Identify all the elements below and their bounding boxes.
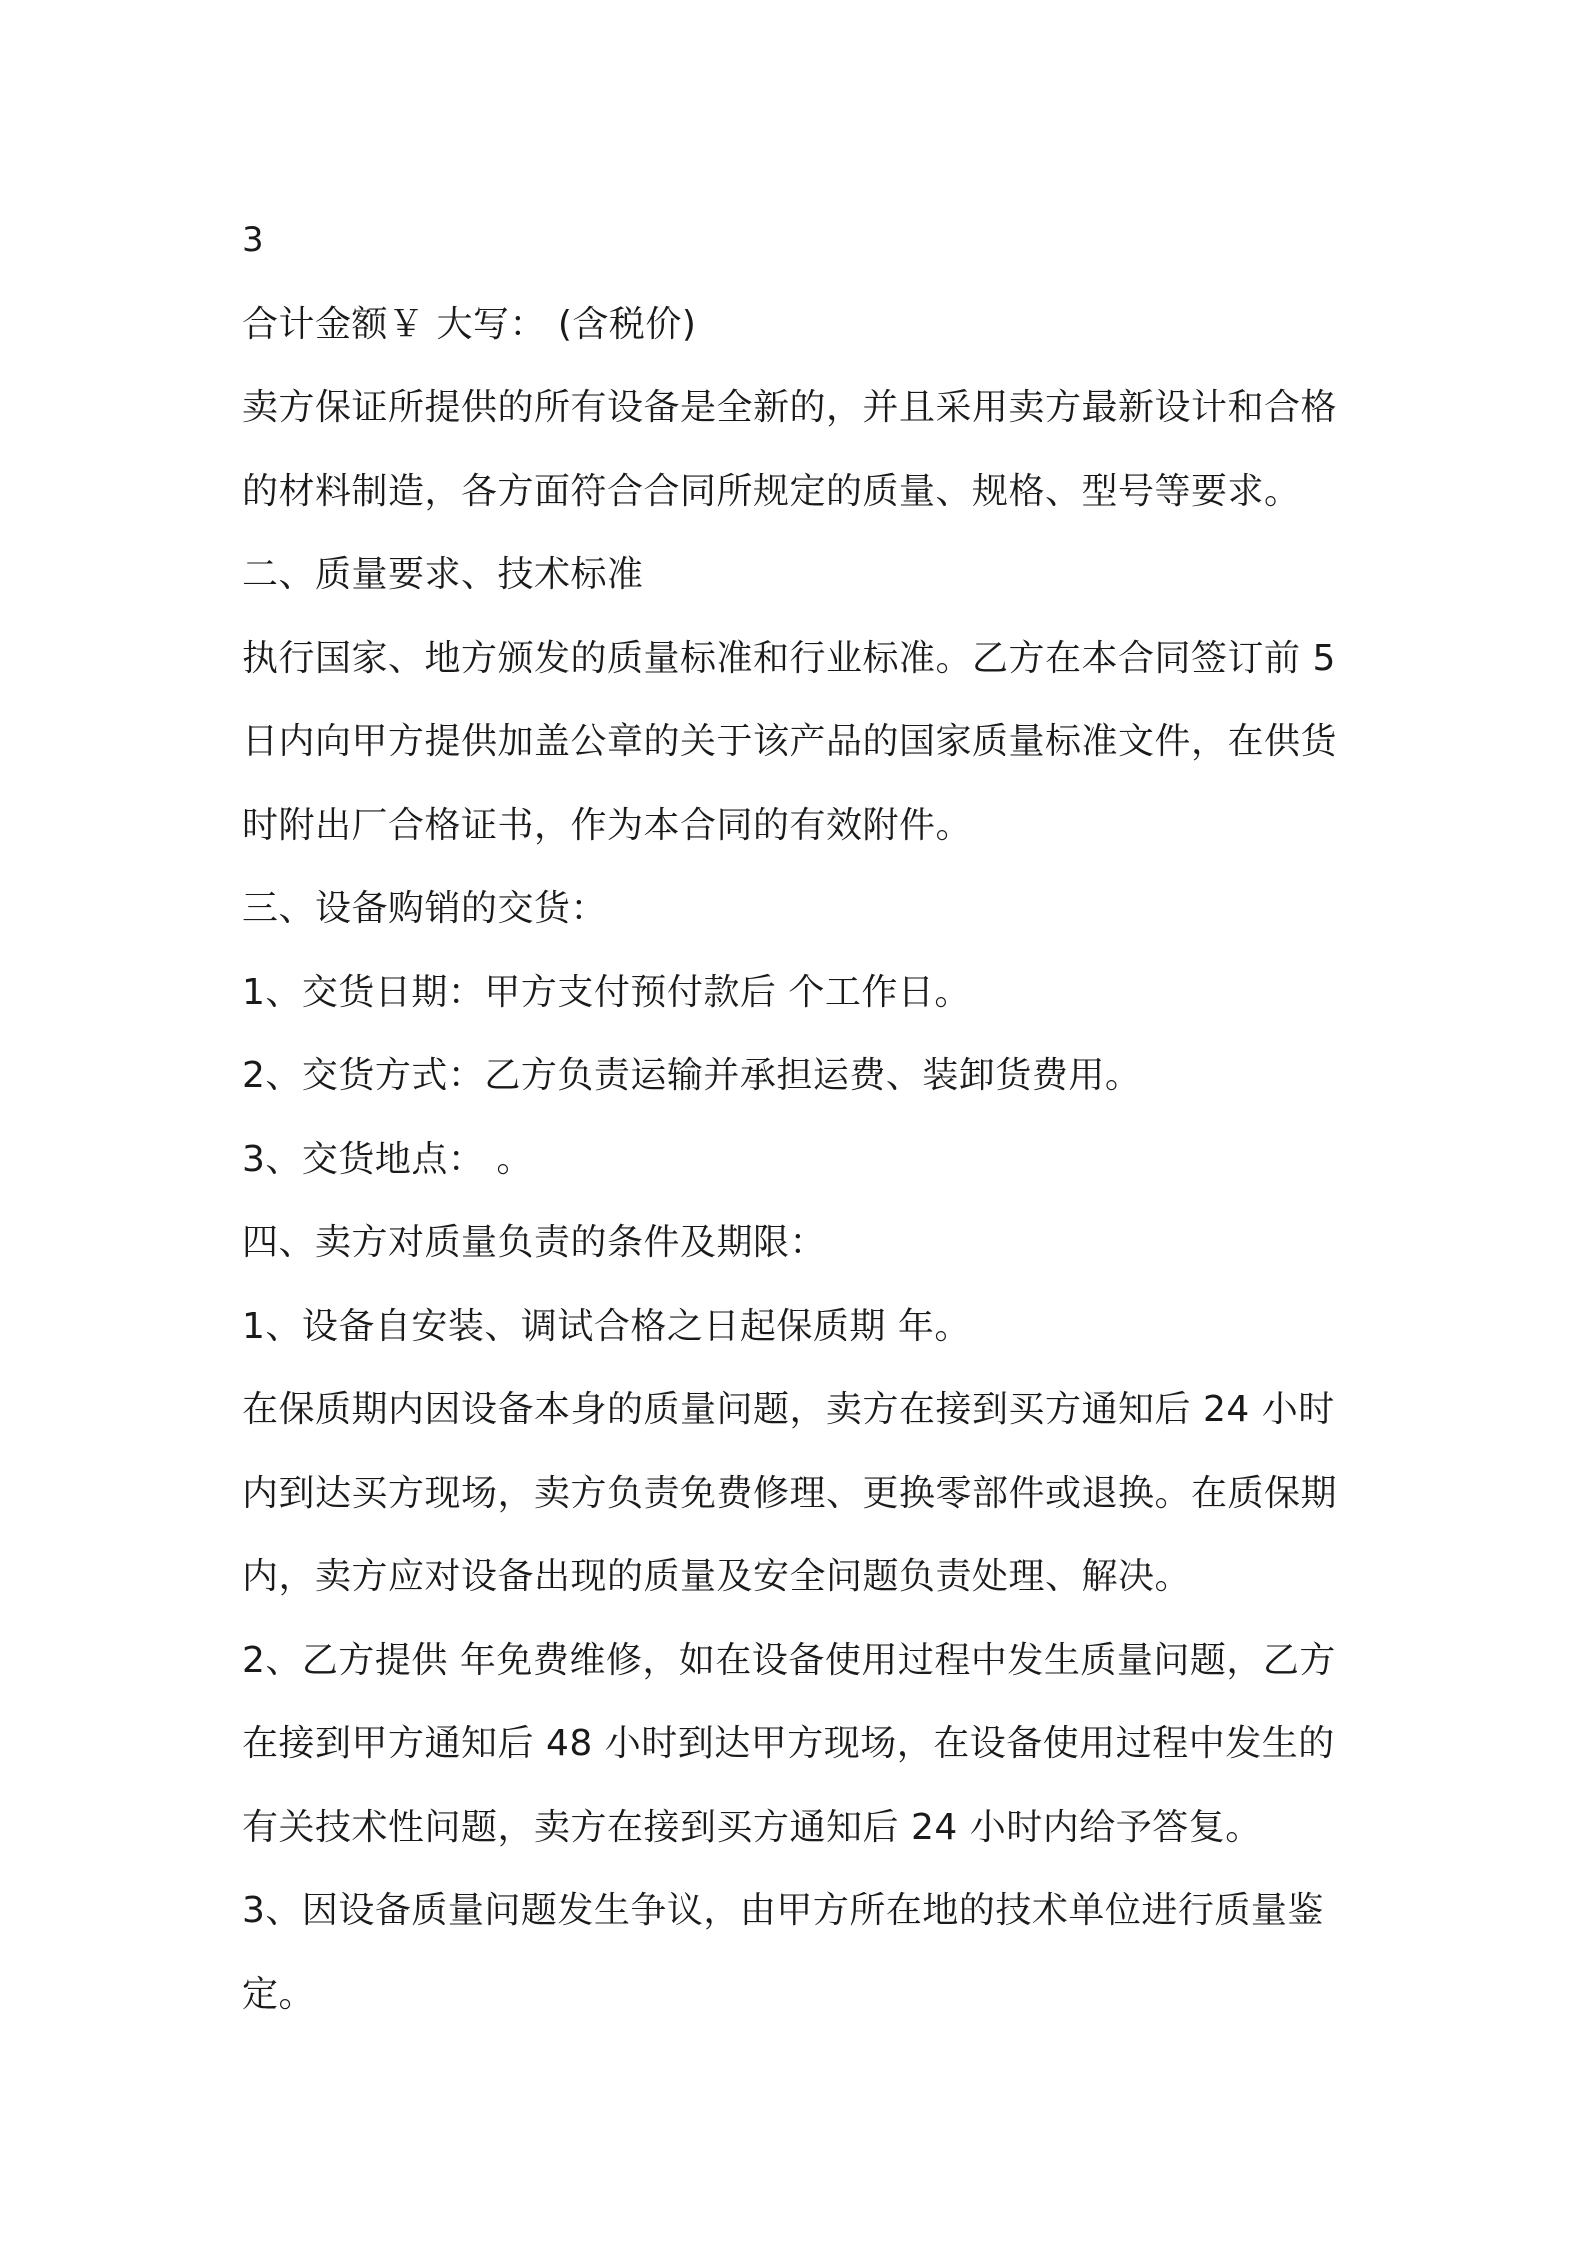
list-item-warranty-period: 1、设备自安装、调试合格之日起保质期 年。 — [242, 1305, 971, 1347]
section-heading-warranty: 四、卖方对质量负责的条件及期限： — [242, 1222, 827, 1263]
list-item-delivery-place: 3、交货地点： 。 — [242, 1138, 533, 1180]
total-amount-line: 合计金额￥ 大写： (含税价) — [242, 303, 697, 345]
paragraph-line: 在保质期内因设备本身的质量问题，卖方在接到买方通知后 24 小时 — [242, 1389, 1335, 1430]
paragraph-line: 在接到甲方通知后 48 小时到达甲方现场，在设备使用过程中发生的 — [242, 1723, 1335, 1764]
paragraph-line: 有关技术性问题，卖方在接到买方通知后 24 小时内给予答复。 — [242, 1806, 1262, 1848]
paragraph-line: 定。 — [242, 1973, 316, 2015]
list-item-free-maintenance: 2、乙方提供 年免费维修，如在设备使用过程中发生质量问题，乙方 — [242, 1639, 1336, 1681]
section-heading-delivery: 三、设备购销的交货： — [242, 888, 608, 929]
list-item-dispute: 3、因设备质量问题发生争议，由甲方所在地的技术单位进行质量鉴 — [242, 1890, 1324, 1931]
paragraph-line: 日内向甲方提供加盖公章的关于该产品的国家质量标准文件，在供货 — [242, 721, 1338, 762]
paragraph-line: 内，卖方应对设备出现的质量及安全问题负责处理、解决。 — [242, 1556, 1192, 1597]
paragraph-line: 内到达买方现场，卖方负责免费修理、更换零部件或退换。在质保期 — [242, 1472, 1338, 1514]
paragraph-line: 执行国家、地方颁发的质量标准和行业标准。乙方在本合同签订前 5 — [242, 637, 1336, 679]
paragraph-line: 的材料制造，各方面符合合同所规定的质量、规格、型号等要求。 — [242, 470, 1301, 512]
section-heading-quality: 二、质量要求、技术标准 — [242, 554, 644, 595]
paragraph-line: 时附出厂合格证书，作为本合同的有效附件。 — [242, 804, 973, 846]
list-item-delivery-method: 2、交货方式：乙方负责运输并承担运费、装卸货费用。 — [242, 1055, 1142, 1096]
paragraph-line: 卖方保证所提供的所有设备是全新的，并且采用卖方最新设计和合格 — [242, 387, 1338, 428]
document-body — [242, 199, 1362, 2036]
page-number: 3 — [242, 220, 265, 260]
list-item-delivery-date: 1、交货日期：甲方支付预付款后 个工作日。 — [242, 971, 971, 1013]
